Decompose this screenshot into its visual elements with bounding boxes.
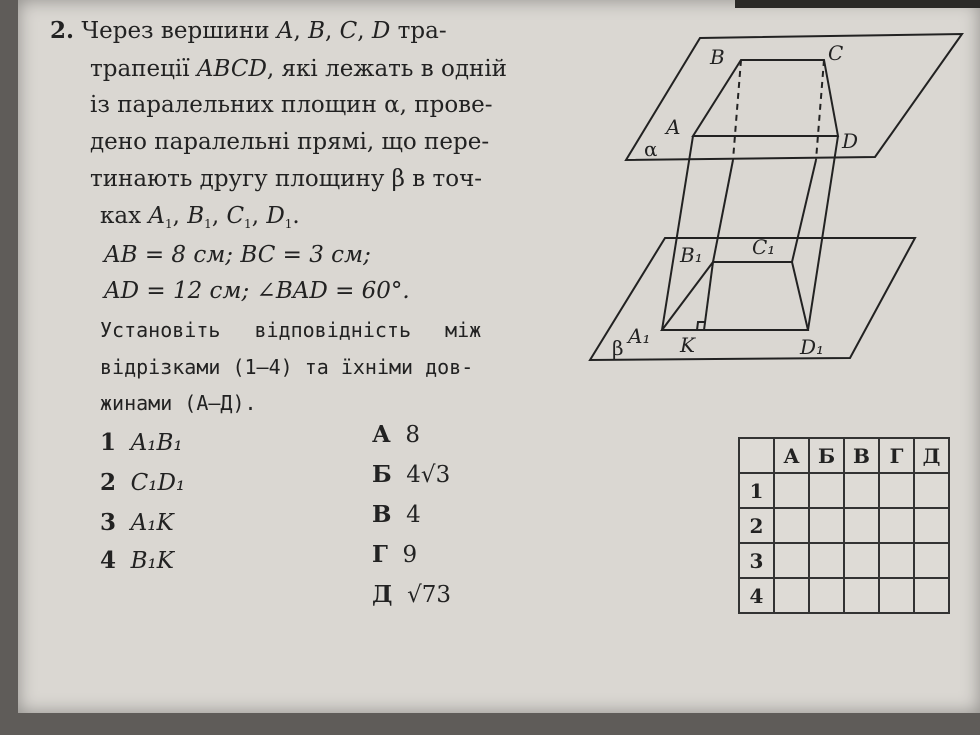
line-cc1-lower [792, 160, 816, 262]
grid-cell[interactable] [809, 578, 844, 613]
segment-4: 4 B₁K [100, 547, 174, 574]
line-cc1 [816, 60, 824, 160]
trapezoid-a1b1c1d1 [662, 262, 808, 330]
line-bb1-lower [713, 160, 733, 262]
label-c: C [828, 41, 844, 65]
answer-g: Г 9 [372, 541, 418, 568]
grid-cell[interactable] [844, 543, 879, 578]
grid-cell[interactable] [879, 578, 914, 613]
problem-line-2: трапеції ABCD, які лежать в одній [90, 56, 508, 82]
problem-line-1: 2. Через вершини A, B, C, D тра- [50, 17, 447, 44]
grid-col-b: Б [809, 438, 844, 473]
line-dd1 [808, 136, 838, 330]
grid-col-d: Д [914, 438, 949, 473]
grid-cell[interactable] [809, 508, 844, 543]
answer-d: Д √73 [372, 581, 452, 608]
grid-cell[interactable] [774, 508, 809, 543]
instruction-line-2: відрізками (1–4) та їхніми дов- [100, 355, 474, 379]
problem-line-6: ках $A_1$, $B_1$, $C_1$, $D_1$. [100, 203, 300, 231]
label-k: K [680, 333, 695, 357]
problem-line-5: тинають другу площину β в точ- [90, 166, 483, 192]
problem-number: 2. [50, 17, 75, 44]
grid-cell[interactable] [914, 543, 949, 578]
grid-col-v: В [844, 438, 879, 473]
given-ad-angle: AD = 12 см; ∠BAD = 60°. [104, 278, 410, 304]
segment-3: 3 A₁K [100, 509, 174, 536]
segment-2: 2 C₁D₁ [100, 469, 186, 496]
grid-row-1: 1 [739, 473, 774, 508]
instruction-line-3: жинами (А–Д). [100, 391, 257, 415]
grid-cell[interactable] [879, 543, 914, 578]
plane-alpha [626, 34, 962, 160]
trapezoid-abcd [693, 60, 838, 136]
label-a1: A₁ [628, 324, 651, 348]
grid-cell[interactable] [809, 473, 844, 508]
grid-row-3: 3 [739, 543, 774, 578]
answer-grid [738, 437, 950, 614]
label-beta: β [612, 336, 624, 360]
grid-cell[interactable] [914, 508, 949, 543]
grid-cell[interactable] [774, 473, 809, 508]
grid-cell[interactable] [774, 543, 809, 578]
grid-row-2: 2 [739, 508, 774, 543]
instruction-line-1: Установіть відповідність між [100, 318, 482, 342]
grid-cell[interactable] [774, 578, 809, 613]
label-d1: D₁ [800, 335, 825, 359]
answer-b: Б 4√3 [372, 461, 451, 488]
label-c1: C₁ [752, 235, 776, 259]
grid-cell[interactable] [844, 578, 879, 613]
problem-line-4: дено паралельні прямі, що пере- [90, 129, 490, 155]
grid-col-a: А [774, 438, 809, 473]
given-ab-bc: AB = 8 см; BC = 3 см; [104, 242, 371, 268]
label-alpha: α [644, 137, 658, 161]
answer-a: А 8 [372, 421, 420, 448]
answer-v: В 4 [372, 501, 421, 528]
segment-1: 1 A₁B₁ [100, 429, 183, 456]
grid-cell[interactable] [914, 578, 949, 613]
grid-row-4: 4 [739, 578, 774, 613]
label-b1: B₁ [680, 243, 703, 267]
grid-col-g: Г [879, 438, 914, 473]
problem-line-3: із паралельних площин α, прове- [90, 92, 493, 118]
line-aa1 [662, 136, 693, 330]
grid-cell[interactable] [844, 508, 879, 543]
grid-cell[interactable] [914, 473, 949, 508]
label-b: B [710, 45, 725, 69]
grid-cell[interactable] [879, 473, 914, 508]
label-d: D [842, 129, 859, 153]
label-a: A [666, 115, 681, 139]
grid-corner [739, 438, 774, 473]
grid-cell[interactable] [844, 473, 879, 508]
grid-cell[interactable] [809, 543, 844, 578]
grid-cell[interactable] [879, 508, 914, 543]
line-bb1 [733, 60, 741, 160]
